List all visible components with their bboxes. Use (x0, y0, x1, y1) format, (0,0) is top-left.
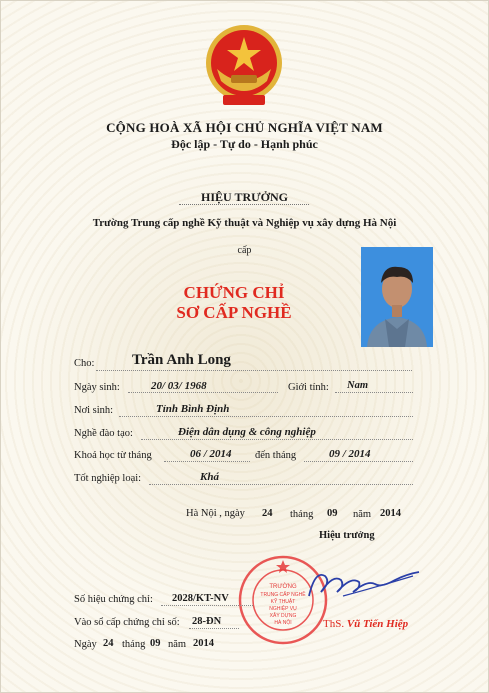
gender-value: Nam (347, 380, 368, 391)
recipient-name: Trần Anh Long (132, 352, 231, 368)
issue-year-label: năm (353, 509, 372, 520)
recipient-dotted-line (96, 370, 412, 371)
grade-value: Khá (200, 471, 219, 483)
register-year: 2014 (193, 638, 214, 649)
signer-name (323, 618, 408, 630)
school-name: Trường Trung cấp nghề Kỹ thuật và Nghiệp vụ xây dựng Hà Nội (92, 217, 397, 229)
birthplace-label: Nơi sinh: (74, 405, 114, 416)
portrait-photo (361, 247, 433, 347)
certificate-title-line1: CHỨNG CHỈ (183, 283, 285, 302)
principal-dotted-line (179, 204, 309, 205)
trade-dotted-line (141, 439, 413, 440)
course-from-value: 06 / 2014 (190, 448, 232, 460)
issue-month: 09 (327, 508, 338, 519)
dob-label: Ngày sinh: (74, 382, 120, 393)
issue-month-label: tháng (290, 509, 314, 520)
issue-year: 2014 (380, 508, 401, 519)
country-name: CỘNG HOÀ XÃ HỘI CHỦ NGHĨA VIỆT NAM (106, 120, 383, 135)
national-motto: Độc lập - Tự do - Hạnh phúc (171, 137, 318, 151)
certificate-title-line2: SƠ CẤP NGHỀ (176, 303, 292, 322)
dob-value: 20/ 03/ 1968 (151, 380, 207, 392)
trade-label: Nghề đào tạo: (74, 428, 133, 439)
signer-full-name: Vũ Tiến Hiệp (346, 618, 409, 630)
svg-text:NGHIỆP VỤ: NGHIỆP VỤ (269, 606, 297, 612)
principal-title: HIỆU TRƯỞNG (200, 190, 288, 204)
grade-dotted-line (149, 484, 413, 485)
course-from-dotted-line (164, 461, 250, 462)
grade-label: Tốt nghiệp loại: (74, 473, 142, 484)
national-emblem-icon (201, 23, 287, 109)
register-day-label: Ngày (74, 639, 97, 650)
gender-dotted-line (335, 392, 413, 393)
book-number-dotted-line (189, 628, 239, 629)
register-day: 24 (103, 638, 114, 649)
grants-text: cấp (237, 245, 252, 256)
gender-label: Giới tính: (288, 382, 329, 393)
course-to-label: đến tháng (255, 450, 297, 461)
register-month-label: tháng (122, 639, 146, 650)
svg-text:KỸ THUẬT: KỸ THUẬT (270, 599, 296, 605)
issue-place: Hà Nội , ngày (186, 508, 245, 519)
svg-text:HÀ NỘI: HÀ NỘI (274, 620, 292, 626)
cert-number-value: 2028/KT-NV (172, 593, 229, 604)
issue-day: 24 (262, 508, 273, 519)
register-year-label: năm (168, 639, 187, 650)
recipient-label: Cho: (74, 358, 95, 369)
birthplace-value: Tỉnh Bình Định (156, 403, 230, 415)
cert-number-dotted-line (161, 605, 253, 606)
svg-text:XÂY DỰNG: XÂY DỰNG (269, 613, 297, 619)
course-from-label: Khoá học từ tháng (74, 450, 152, 461)
course-to-value: 09 / 2014 (329, 448, 371, 460)
signature (303, 562, 421, 607)
cert-number-label: Số hiệu chứng chỉ: (74, 594, 153, 605)
signer-role: Hiệu trưởng (319, 530, 375, 541)
dob-dotted-line (128, 392, 278, 393)
course-to-dotted-line (304, 461, 413, 462)
register-month: 09 (150, 638, 161, 649)
svg-text:TRUNG CẤP NGHỀ: TRUNG CẤP NGHỀ (260, 592, 306, 598)
birthplace-dotted-line (119, 416, 413, 417)
trade-value: Điện dân dụng & công nghiệp (178, 426, 316, 438)
book-number-value: 28-ĐN (192, 616, 222, 627)
book-number-label: Vào sổ cấp chứng chỉ số: (74, 617, 180, 628)
signer-prefix: ThS. (323, 618, 345, 630)
svg-text:TRƯỜNG: TRƯỜNG (269, 584, 297, 590)
